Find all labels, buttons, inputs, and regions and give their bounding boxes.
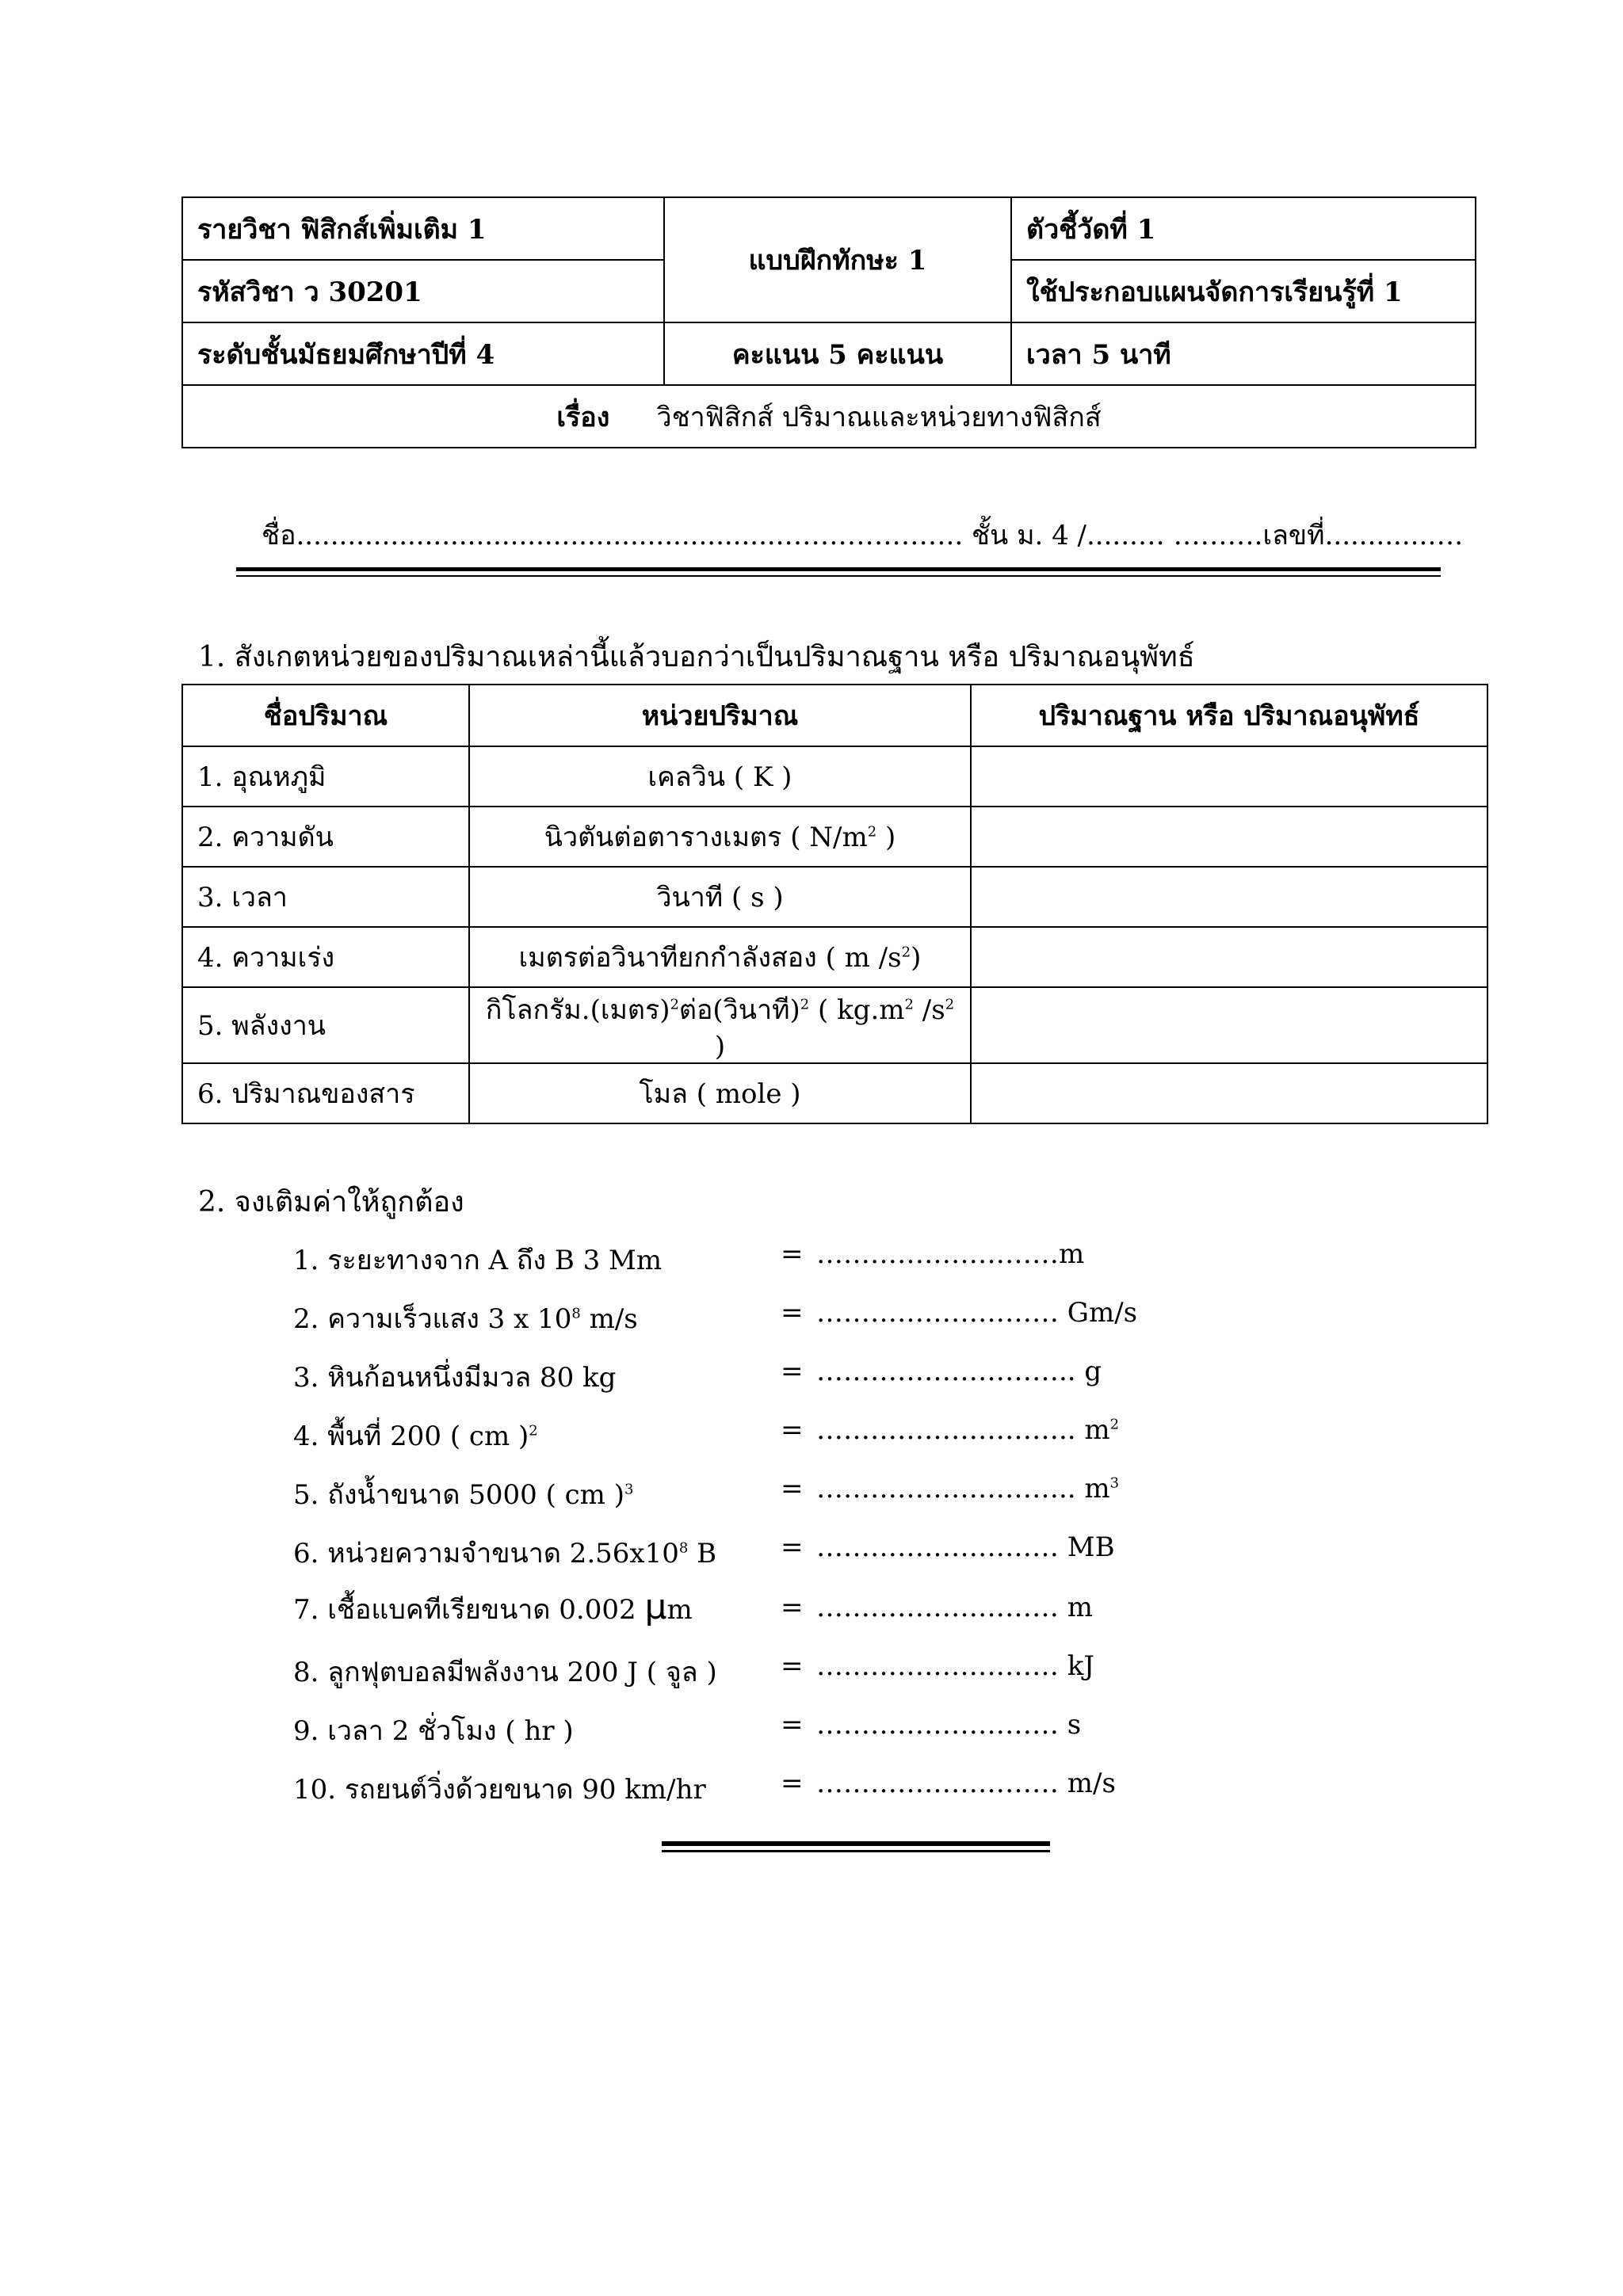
conversion-label: 5. ถังน้ำขนาด 5000 ( cm )$^3$ (293, 1479, 634, 1511)
equals-sign: = (781, 1238, 804, 1270)
answer-blank[interactable]: ……………………….. $m^3$ (816, 1473, 1120, 1505)
quantity-name: 6. ปริมาณของสาร (182, 1063, 469, 1123)
divider-bottom-thick (662, 1841, 1050, 1846)
student-info-line[interactable]: ชื่อ.........................................................……………….. ชั้น ม. 4 /......… ……….เลขที่............…. (262, 520, 1464, 551)
course-code-cell: รหัสวิชา ว 30201 (182, 260, 664, 322)
table-row (182, 807, 1487, 867)
score-cell: คะแนน 5 คะแนน (664, 322, 1011, 385)
conversion-label: 8. ลูกฟุตบอลมีพลังงาน 200 J ( จูล ) (293, 1657, 717, 1688)
col-quantity-name: ชื่อปริมาณ (182, 685, 469, 746)
answer-cell[interactable] (971, 1063, 1487, 1123)
divider-bottom-thin (662, 1850, 1050, 1852)
quantity-name: 2. ความดัน (182, 807, 469, 867)
conversion-label: 6. หน่วยความจำขนาด $2.56x10^8$ B (293, 1538, 717, 1569)
time-cell: เวลา 5 นาที (1011, 322, 1476, 385)
conversion-label: 4. พื้นที่ 200 ( cm )$^2$ (293, 1421, 538, 1452)
conversion-label: 9. เวลา 2 ชั่วโมง ( hr ) (293, 1715, 574, 1747)
conversion-label: 7. เชื้อแบคทีเรียขนาด 0.002 μm (293, 1587, 693, 1627)
lesson-plan-cell: ใช้ประกอบแผนจัดการเรียนรู้ที่ 1 (1011, 260, 1476, 322)
table-row (182, 1063, 1487, 1123)
header-table (181, 196, 1476, 448)
equals-sign: = (781, 1768, 804, 1799)
quantity-unit: กิโลกรัม.(เมตร)$^2$ต่อ(วินาที)$^2$ ( $kg.m^2$ $/s^2$ ) (469, 987, 971, 1063)
answer-cell[interactable] (971, 987, 1487, 1063)
divider-top-thin (236, 575, 1441, 577)
quantity-table (181, 684, 1488, 1124)
table-row (182, 867, 1487, 927)
quantity-unit: เมตรต่อวินาทียกกำลังสอง ( m $/s^2$) (469, 927, 971, 987)
equals-sign: = (781, 1297, 804, 1329)
conversion-label: 2. ความเร็วแสง 3 x $10^8$ m/s (293, 1303, 638, 1335)
worksheet-title: แบบฝึกทักษะ 1 (664, 197, 1011, 322)
quantity-name: 1. อุณหภูมิ (182, 746, 469, 807)
subject-cell: รายวิชา ฟิสิกส์เพิ่มเติม 1 (182, 197, 664, 260)
table-row (182, 987, 1487, 1063)
answer-blank[interactable]: ……………………….. g (816, 1356, 1102, 1387)
answer-cell[interactable] (971, 867, 1487, 927)
grade-level-cell: ระดับชั้นมัธยมศึกษาปีที่ 4 (182, 322, 664, 385)
quantity-name: 3. เวลา (182, 867, 469, 927)
equals-sign: = (781, 1650, 804, 1682)
section1-instruction: 1. สังเกตหน่วยของปริมาณเหล่านี้แล้วบอกว่าเป็นปริมาณฐาน หรือ ปริมาณอนุพัทธ์ (198, 641, 1195, 673)
conversion-label: 1. ระยะทางจาก A ถึง B 3 Mm (293, 1245, 663, 1276)
conversion-label: 10. รถยนต์วิ่งด้วยขนาด 90 km/hr (293, 1774, 706, 1806)
answer-cell[interactable] (971, 807, 1487, 867)
answer-blank[interactable]: ……………………… Gm/s (816, 1297, 1138, 1329)
answer-blank[interactable]: ……………………… s (816, 1709, 1082, 1741)
micro-symbol: μ (644, 1587, 667, 1627)
indicator-cell: ตัวชี้วัดที่ 1 (1011, 197, 1476, 260)
topic-label: เรื่อง (556, 401, 610, 433)
answer-blank[interactable]: ……………………… kJ (816, 1650, 1095, 1682)
answer-blank[interactable]: ……………………… m (816, 1592, 1094, 1623)
quantity-unit: นิวตันต่อตารางเมตร ( $N/m^2$ ) (469, 807, 971, 867)
topic-text: วิชาฟิสิกส์ ปริมาณและหน่วยทางฟิสิกส์ (656, 401, 1102, 433)
quantity-name: 4. ความเร่ง (182, 927, 469, 987)
answer-cell[interactable] (971, 746, 1487, 807)
table-row (182, 746, 1487, 807)
answer-blank[interactable]: ………………………m (816, 1238, 1085, 1270)
col-unit: หน่วยปริมาณ (469, 685, 971, 746)
equals-sign: = (781, 1709, 804, 1741)
answer-blank[interactable]: ……………………….. $m^2$ (816, 1414, 1120, 1446)
quantity-unit: โมล ( mole ) (469, 1063, 971, 1123)
divider-top-thick (236, 567, 1441, 571)
section2-instruction: 2. จงเติมค่าให้ถูกต้อง (198, 1186, 464, 1219)
conversion-label: 3. หินก้อนหนึ่งมีมวล 80 kg (293, 1362, 617, 1394)
table-header-row (182, 685, 1487, 746)
equals-sign: = (781, 1531, 804, 1563)
table-row (182, 927, 1487, 987)
quantity-unit: เคลวิน ( K ) (469, 746, 971, 807)
quantity-name: 5. พลังงาน (182, 987, 469, 1063)
answer-cell[interactable] (971, 927, 1487, 987)
equals-sign: = (781, 1473, 804, 1505)
col-classification: ปริมาณฐาน หรือ ปริมาณอนุพัทธ์ (971, 685, 1487, 746)
answer-blank[interactable]: ……………………… m/s (816, 1768, 1116, 1799)
equals-sign: = (781, 1592, 804, 1623)
equals-sign: = (781, 1414, 804, 1446)
quantity-unit: วินาที ( s ) (469, 867, 971, 927)
equals-sign: = (781, 1356, 804, 1387)
answer-blank[interactable]: ……………………… MB (816, 1531, 1115, 1563)
topic-cell (182, 385, 1476, 448)
